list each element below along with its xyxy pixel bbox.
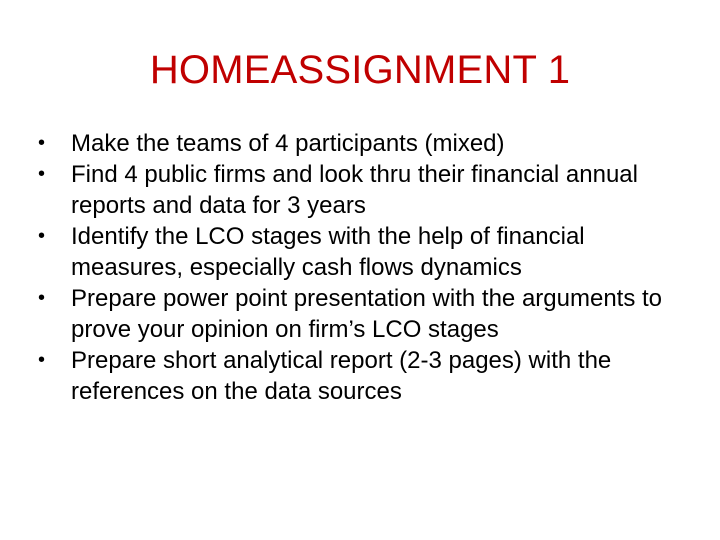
bullet-list [36,128,686,407]
bullet-item [36,345,686,407]
bullet-item [36,221,686,283]
slide-title: HOMEASSIGNMENT 1 [149,48,571,92]
bullet-icon: • [38,287,46,309]
bullet-text: Make the teams of 4 participants (mixed) [71,130,505,157]
bullet-item [36,128,686,159]
bullet-icon: • [38,132,46,154]
bullet-text: Find 4 public firms and look thru their financial annual reports and data for 3 years [71,161,638,219]
bullet-icon: • [38,225,46,247]
bullet-item [36,283,686,345]
bullet-icon: • [38,349,46,371]
bullet-icon: • [38,163,46,185]
bullet-text: Prepare short analytical report (2-3 pages) with the references on the data sources [71,347,612,405]
bullet-item [36,159,686,221]
bullet-text: Identify the LCO stages with the help of financial measures, especially cash flows dynamics [71,223,585,281]
bullet-text: Prepare power point presentation with the arguments to prove your opinion on firm’s LCO stages [71,285,663,343]
